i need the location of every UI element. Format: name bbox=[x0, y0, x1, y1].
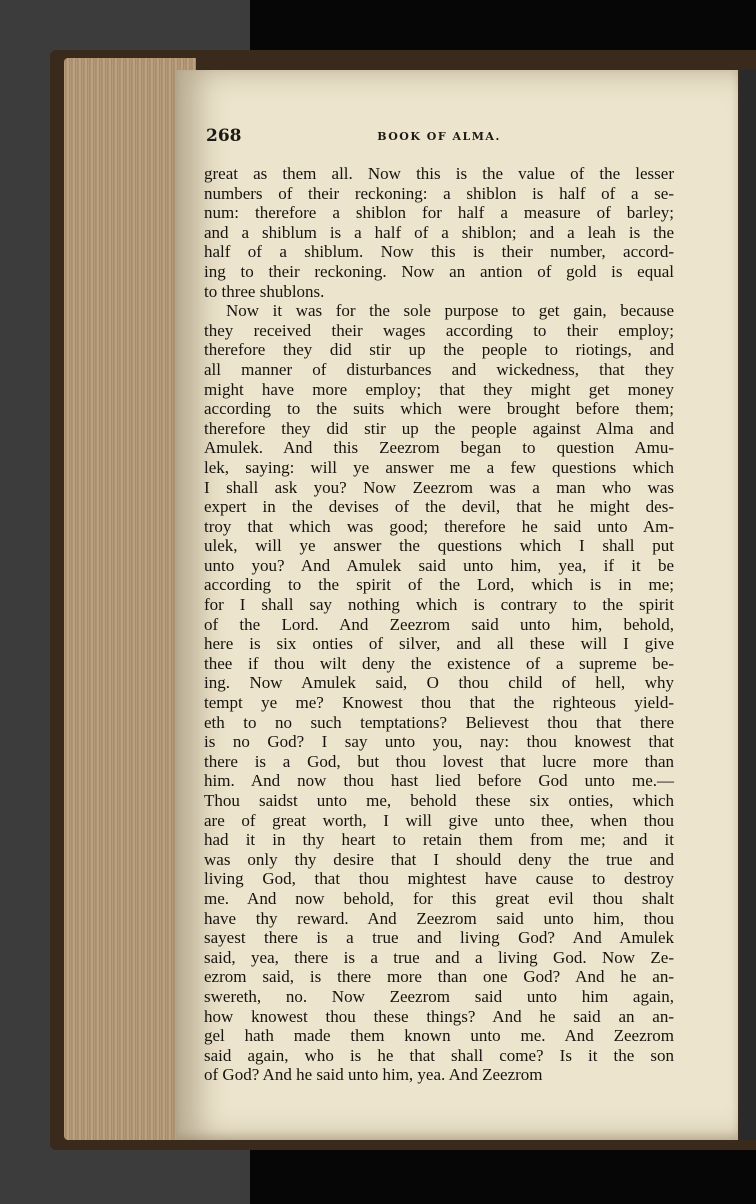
text-line: ezrom said, is there more than one God? And he an- bbox=[204, 967, 674, 987]
text-line: me. And now behold, for this great evil thou shalt bbox=[204, 888, 674, 908]
text-line: tempt ye me? Knowest thou that the righteous yield- bbox=[204, 693, 674, 713]
text-line: of the Lord. And Zeezrom said unto him, behold, bbox=[204, 614, 674, 634]
text-line: of God? And he said unto him, yea. And Zeezrom bbox=[204, 1065, 543, 1085]
text-line: therefore they did stir up the people against Alma and bbox=[204, 418, 674, 438]
page-header bbox=[206, 126, 672, 150]
text-line: num: therefore a shiblon for half a measure of barley; bbox=[204, 203, 674, 223]
text-line: unto you? And Amulek said unto him, yea, if it be bbox=[204, 555, 674, 575]
text-line: expert in the devises of the devil, that he might des- bbox=[204, 497, 674, 517]
text-line: according to the spirit of the Lord, which is in me; bbox=[204, 575, 674, 595]
text-line: him. And now thou hast lied before God unto me.— bbox=[204, 771, 674, 791]
text-line: how knowest thou these things? And he said an an- bbox=[204, 1006, 674, 1026]
text-line: troy that which was good; therefore he said unto Am- bbox=[204, 516, 674, 536]
text-line: gel hath made them known unto me. And Zeezrom bbox=[204, 1026, 674, 1046]
text-line: living God, that thou mightest have cause to destroy bbox=[204, 869, 674, 889]
text-line: ing. Now Amulek said, O thou child of hell, why bbox=[204, 673, 674, 693]
page-number: 268 bbox=[206, 126, 242, 146]
text-line: great as them all. Now this is the value of the lesser bbox=[204, 164, 674, 183]
text-line: to three shublons. bbox=[204, 281, 325, 301]
text-line: ing to their reckoning. Now an antion of gold is equal bbox=[204, 261, 674, 281]
text-line: thee if thou wilt deny the existence of a supreme be- bbox=[204, 653, 674, 673]
text-line: ulek, will ye answer the questions which I shall put bbox=[204, 536, 674, 556]
text-line: therefore they did stir up the people to riotings, and bbox=[204, 340, 674, 360]
text-line: sayest there is a true and living God? And Amulek bbox=[204, 928, 674, 948]
text-line: numbers of their reckoning: a shiblon is half of a se- bbox=[204, 183, 674, 203]
text-line: they received their wages according to their employ; bbox=[204, 320, 674, 340]
text-line: is no God? I say unto you, nay: thou knowest that bbox=[204, 732, 674, 752]
text-line: here is six onties of silver, and all these will I give bbox=[204, 634, 674, 654]
text-line: there is a God, but thou lovest that lucre more than bbox=[204, 751, 674, 771]
text-line: Amulek. And this Zeezrom began to question Amu- bbox=[204, 438, 674, 458]
text-line: might have more employ; that they might get money bbox=[204, 379, 674, 399]
text-line: swereth, no. Now Zeezrom said unto him again, bbox=[204, 986, 674, 1006]
text-line: I shall ask you? Now Zeezrom was a man who was bbox=[204, 477, 674, 497]
text-line: said again, who is he that shall come? Is it the son bbox=[204, 1045, 674, 1065]
text-line: said, yea, there is a true and a living God. Now Ze- bbox=[204, 947, 674, 967]
text-line: was only thy desire that I should deny the true and bbox=[204, 849, 674, 869]
text-line: half of a shiblum. Now this is their number, accord- bbox=[204, 242, 674, 262]
text-line: for I shall say nothing which is contrary to the spirit bbox=[204, 595, 674, 615]
facing-page-edge bbox=[740, 70, 756, 1140]
text-line: all manner of disturbances and wickedness, that they bbox=[204, 359, 674, 379]
text-line: and a shiblum is a half of a shiblon; and a leah is the bbox=[204, 222, 674, 242]
running-head: BOOK OF ALMA. bbox=[377, 130, 501, 143]
text-line: Thou saidst unto me, behold these six onties, which bbox=[204, 791, 674, 810]
text-line: eth to no such temptations? Believest thou that there bbox=[204, 712, 674, 732]
text-line: lek, saying: will ye answer me a few questions which bbox=[204, 457, 674, 477]
text-line: had it in thy heart to retain them from me; and it bbox=[204, 830, 674, 850]
text-line: are of great worth, I will give unto thee, when thou bbox=[204, 810, 674, 830]
text-line: have thy reward. And Zeezrom said unto him, thou bbox=[204, 908, 674, 928]
text-line: according to the suits which were brought before them; bbox=[204, 399, 674, 419]
body-text bbox=[204, 164, 674, 1085]
text-line: Now it was for the sole purpose to get gain, because bbox=[226, 301, 674, 321]
